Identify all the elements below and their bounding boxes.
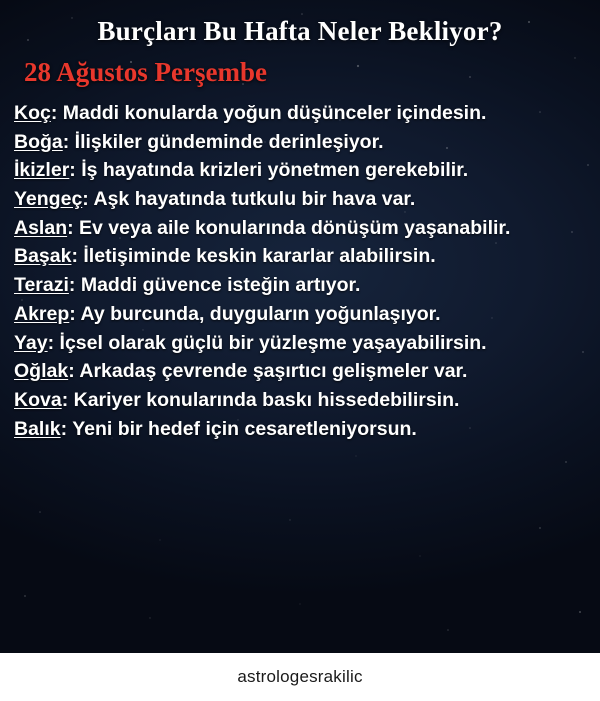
zodiac-sign-label: Oğlak xyxy=(14,360,69,383)
zodiac-reading-text: Kariyer konularında baskı hissedebilirsin. xyxy=(73,388,460,411)
list-item xyxy=(14,100,586,128)
list-item xyxy=(14,330,586,358)
separator: : xyxy=(68,274,76,297)
separator: : xyxy=(69,302,76,325)
zodiac-sign-label: Boğa xyxy=(14,130,63,153)
date-subtitle: 28 Ağustos Perşembe xyxy=(24,57,267,87)
list-item xyxy=(14,416,586,444)
zodiac-sign-label: Aslan xyxy=(14,216,68,239)
zodiac-reading-text: İş hayatında krizleri yönetmen gerekebilir. xyxy=(81,159,469,182)
separator: : xyxy=(67,216,74,239)
separator: : xyxy=(50,102,58,124)
list-item xyxy=(14,186,586,214)
page-title: Burçları Bu Hafta Neler Bekliyor? xyxy=(97,16,503,46)
separator: : xyxy=(71,245,78,268)
separator: : xyxy=(82,188,89,211)
separator: : xyxy=(62,130,70,153)
list-item xyxy=(14,387,586,415)
zodiac-sign-label: Yengeç xyxy=(14,188,83,211)
zodiac-sign-label: Balık xyxy=(14,417,61,440)
separator: : xyxy=(47,331,55,354)
zodiac-sign-label: İkizler xyxy=(14,159,70,182)
zodiac-reading-text: İçsel olarak güçlü bir yüzleşme yaşayabilirsin. xyxy=(59,331,487,354)
zodiac-sign-label: Yay xyxy=(14,331,48,354)
list-item xyxy=(14,215,586,243)
footer-bar xyxy=(0,653,600,701)
zodiac-sign-label: Terazi xyxy=(14,274,69,297)
list-item xyxy=(14,272,586,300)
zodiac-reading-text: Yeni bir hedef için cesaretleniyorsun. xyxy=(72,417,417,440)
horoscope-list xyxy=(14,100,586,443)
list-item xyxy=(14,129,586,157)
separator: : xyxy=(60,417,68,440)
zodiac-reading-text: Ay burcunda, duyguların yoğunlaşıyor. xyxy=(80,302,441,325)
list-item xyxy=(14,358,586,386)
zodiac-reading-text: Ev veya aile konularında dönüşüm yaşanabilir. xyxy=(79,216,511,239)
zodiac-sign-label: Başak xyxy=(14,245,72,268)
zodiac-reading-text: İletişiminde keskin kararlar alabilirsin. xyxy=(83,245,436,268)
zodiac-sign-label: Akrep xyxy=(14,302,70,325)
separator: : xyxy=(69,159,76,182)
list-item xyxy=(14,243,586,271)
separator: : xyxy=(61,388,69,411)
zodiac-sign-label: Kova xyxy=(14,388,62,411)
account-handle: astrologesrakilic xyxy=(237,667,363,686)
list-item xyxy=(14,157,586,185)
separator: : xyxy=(68,360,75,383)
zodiac-reading-text: Arkadaş çevrende şaşırtıcı gelişmeler var. xyxy=(79,360,468,383)
zodiac-reading-text: Aşk hayatında tutkulu bir hava var. xyxy=(93,188,416,211)
zodiac-sign-label: Koç xyxy=(14,102,51,124)
zodiac-reading-text: İlişkiler gündeminde derinleşiyor. xyxy=(74,130,384,153)
zodiac-reading-text: Maddi güvence isteğin artıyor. xyxy=(80,274,361,297)
list-item xyxy=(14,301,586,329)
zodiac-reading-text: Maddi konularda yoğun düşünceler içindesin. xyxy=(62,102,487,124)
